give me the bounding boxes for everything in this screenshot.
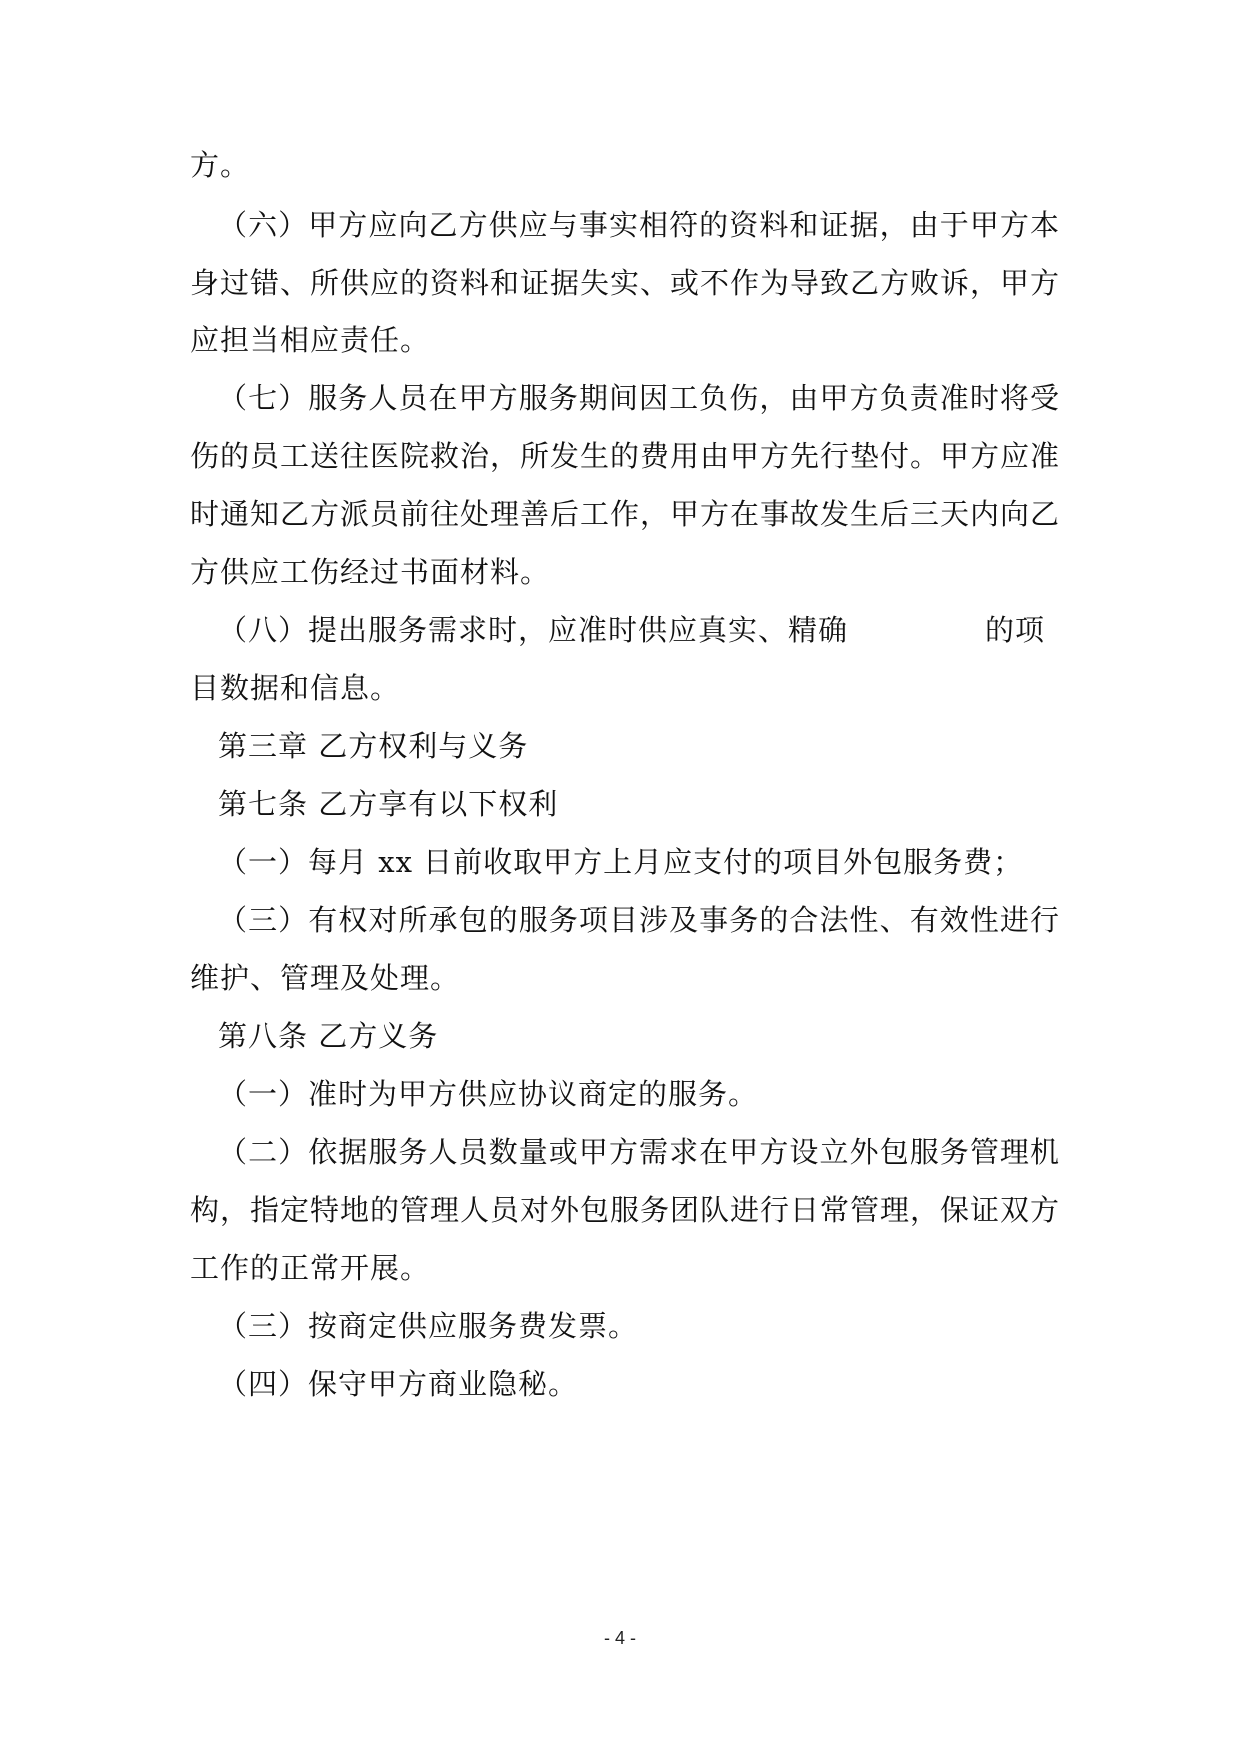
article-heading: 第七条 乙方享有以下权利	[218, 787, 559, 821]
text-line: 时通知乙方派员前往处理善后工作，甲方在事故发生后三天内向乙	[190, 497, 1061, 531]
text-line: 应担当相应责任。	[190, 323, 431, 357]
text-line: 维护、管理及处理。	[190, 961, 461, 995]
text-line: （四）保守甲方商业隐秘。	[218, 1367, 579, 1401]
article-heading: 第八条 乙方义务	[218, 1019, 439, 1053]
text-line: （二）依据服务人员数量或甲方需求在甲方设立外包服务管理机	[218, 1135, 1060, 1169]
text-line: 身过错、所供应的资料和证据失实、或不作为导致乙方败诉，甲方	[190, 266, 1061, 300]
chapter-heading: 第三章 乙方权利与义务	[218, 729, 529, 763]
text-line: 构，指定特地的管理人员对外包服务团队进行日常管理，保证双方	[190, 1193, 1061, 1227]
text-line: 方供应工伤经过书面材料。	[190, 555, 551, 589]
text-line: 方。	[190, 148, 251, 182]
text-line: 的项	[985, 613, 1046, 647]
text-line: 伤的员工送往医院救治，所发生的费用由甲方先行垫付。甲方应准	[190, 439, 1061, 473]
text-line: （三）有权对所承包的服务项目涉及事务的合法性、有效性进行	[218, 903, 1060, 937]
text-line: （一）准时为甲方供应协议商定的服务。	[218, 1077, 759, 1111]
text-line: 目数据和信息。	[190, 671, 401, 705]
text-line: （一）每月 xx 日前收取甲方上月应支付的项目外包服务费；	[218, 845, 1024, 879]
text-line: （七）服务人员在甲方服务期间因工负伤，由甲方负责准时将受	[218, 381, 1060, 415]
text-line: 工作的正常开展。	[190, 1251, 431, 1285]
text-line: （八）提出服务需求时，应准时供应真实、精确	[218, 613, 849, 647]
text-line: （三）按商定供应服务费发票。	[218, 1309, 639, 1343]
text-line: （六）甲方应向乙方供应与事实相符的资料和证据，由于甲方本	[218, 208, 1060, 242]
page-number: - 4 -	[603, 1628, 636, 1648]
